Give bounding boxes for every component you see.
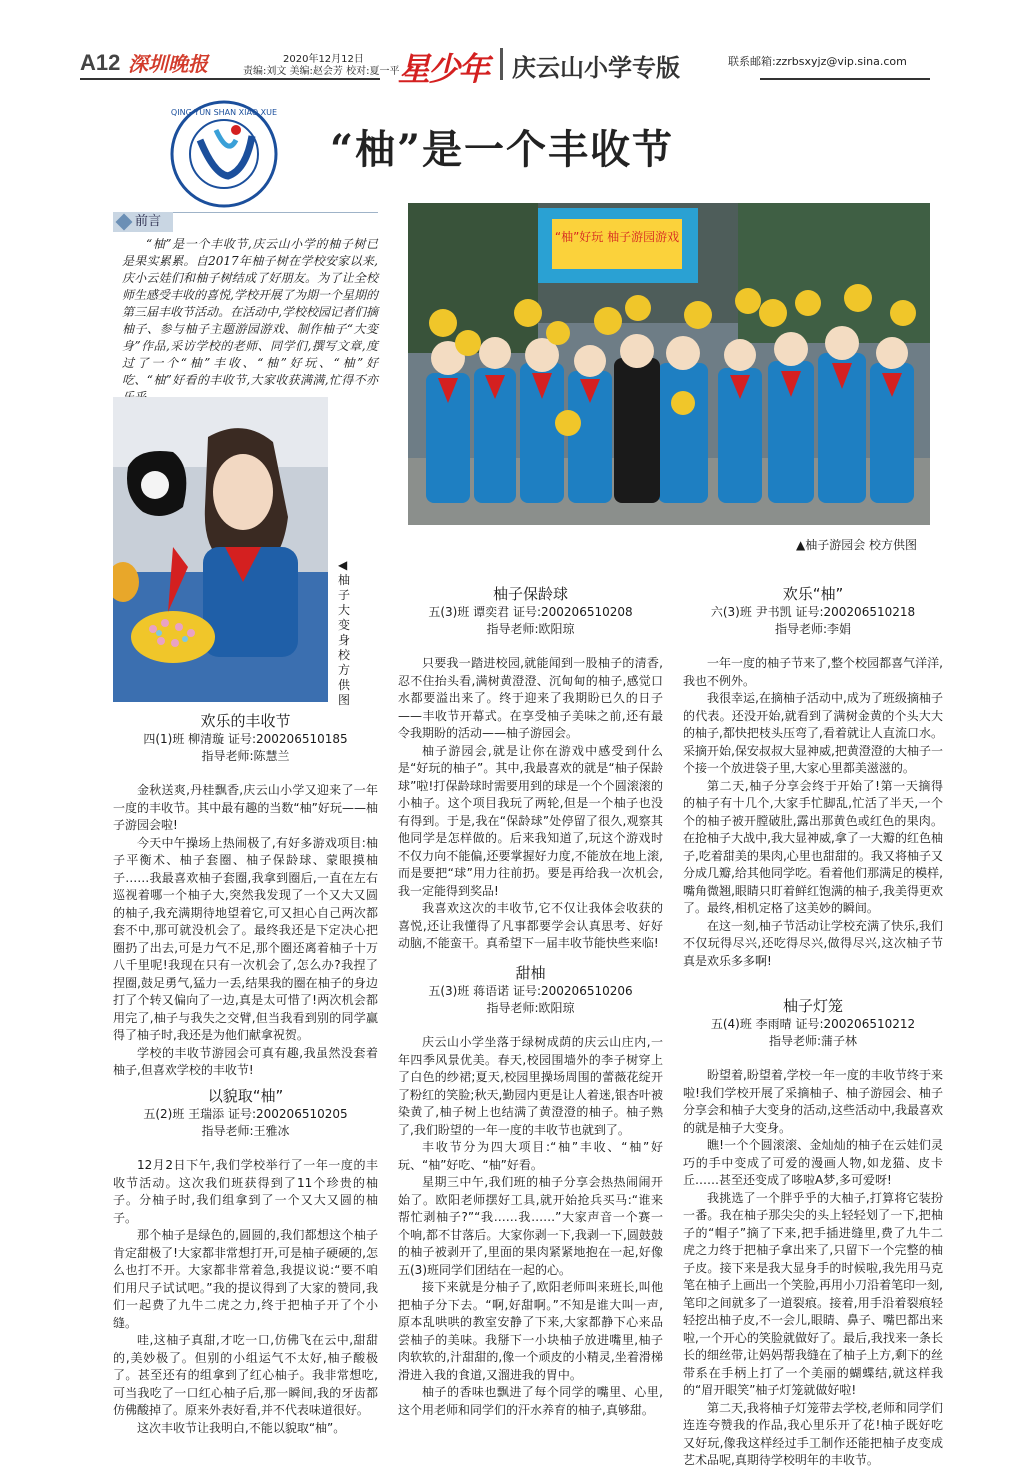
article-pomelo-lantern xyxy=(683,995,943,1470)
article-paragraph: 第二天,柚子分享会终于开始了!第一天摘得的柚子有十几个,大家手忙脚乱,忙活了半天,一个个的柚子被开膛破肚,露出那黄色或红色的果肉。在抢柚子大战中,我大显神威,拿了一大瓣的红色柚子,吃着甜美的果肉,心里也甜甜的。我又将柚子又分成几瓣,给其他同学吃。看着他们那满足的模样,嘴角微翘,眼睛只盯着鲜红饱满的柚子,我美得更欢了。最终,相机定格了这美妙的瞬间。 xyxy=(683,778,943,915)
article-byline: 五(2)班 王瑞添 证号:200206510205 xyxy=(143,1107,348,1121)
article-pomelo-bowling xyxy=(398,583,663,953)
photo-caption-pomelo-fair: ▲柚子游园会 校方供图 xyxy=(796,538,918,552)
article-paragraph: 瞧!一个个圆滚滚、金灿灿的柚子在云娃们灵巧的手中变成了可爱的漫画人物,如龙猫、皮卡丘……甚至还变成了哆啦A梦,多可爱呀! xyxy=(683,1138,943,1187)
page-number: A12 xyxy=(80,50,121,75)
article-title: 甜柚 xyxy=(515,964,546,982)
article-paragraph: 金秋送爽,丹桂飘香,庆云山小学又迎来了一年一度的丰收节。其中最有趣的当数“柚”好玩——柚子游园会啦! xyxy=(113,783,378,832)
headline: “柚”是一个丰收节 xyxy=(330,126,675,173)
article-paragraph: 第二天,我将柚子灯笼带去学校,老师和同学们连连夸赞我的作品,我心里乐开了花!柚子既好吃又好玩,像我这样经过手工制作还能把柚子皮变成艺术品呢,真期待学校明年的丰收节。 xyxy=(683,1400,943,1467)
paper-name: 深圳晚报 xyxy=(128,52,208,76)
article-paragraph: 柚子游园会,就是让你在游戏中感受到什么是“好玩的柚子”。其中,我最喜欢的就是“柚子保龄球”啦!打保龄球时需要用到的球是一个个圆滚滚的小柚子。这个项目我玩了两轮,但是一个柚子也没有得到。于是,我在“保龄球”处停留了很久,观察其他同学是怎样做的。后来我知道了,玩这个游戏时不仅力向不能偏,还要掌握好力度,不能放在地上滚,而是要把“球”用力往前扔。要是再给我一次机会,我一定能得到奖品! xyxy=(398,743,663,898)
article-byline: 六(3)班 尹书凯 证号:200206510218 xyxy=(710,605,916,619)
issue-date: 2020年12月12日 xyxy=(283,54,364,65)
article-paragraph: 12月2日下午,我们学校举行了一年一度的丰收节活动。这次我们班获得到了11个珍贵的柚子。分柚子时,我们组拿到了一个又大又圆的柚子。 xyxy=(113,1158,378,1225)
article-sweet-pomelo xyxy=(398,962,663,1419)
article-title: 以貌取“柚” xyxy=(207,1087,284,1105)
article-paragraph: 庆云山小学坐落于绿树成荫的庆云山庄内,一年四季风景优美。春天,校园围墙外的李子树穿上了白色的纱裙;夏天,校园里操场周围的蕾薇花绽开了粉红的笑脸;秋天,勤园内更是让人着迷,银杏叶被染黄了,柚子树上也结满了黄澄澄的柚子。柚子熟了,我们盼望的一年一度的丰收节也就到了。 xyxy=(398,1035,663,1137)
banner-text: “柚”好玩 柚子游园游戏 xyxy=(554,230,680,244)
article-teacher: 指导老师:陈慧兰 xyxy=(201,749,290,763)
article-teacher: 指导老师:欧阳琼 xyxy=(486,1001,575,1015)
section-title: 庆云山小学专版 xyxy=(512,54,680,82)
article-paragraph: 接下来就是分柚子了,欧阳老师叫来班长,叫他把柚子分下去。“啊,好甜啊。”不知是谁大叫一声,原本乱哄哄的教室安静了下来,大家都静下心来品尝柚子的美味。我掰下一小块柚子放进嘴里,柚子肉软软的,汁甜甜的,像一个顽皮的小精灵,坐着滑梯滑进入我的食道,又溜进我的胃中。 xyxy=(398,1280,663,1382)
article-byline: 五(3)班 谭奕君 证号:200206510208 xyxy=(428,605,633,619)
contact-email: 联系邮箱:zzrbsxyjz@vip.sina.com xyxy=(728,55,907,68)
article-paragraph: 星期三中午,我们班的柚子分享会热热闹闹开始了。欧阳老师摆好工具,就开始抢兵买马:“谁来帮忙剥柚子?”“我……我……”大家声音一个赛一个响,都不甘落后。大家你剥一下,我剥一下,圆鼓鼓的柚子被剥开了,里面的果肉紧紧地抱在一起,好像五(3)班同学们团结在一起的心。 xyxy=(398,1175,663,1277)
logo-ring-text: QING YUN SHAN XIAO XUE xyxy=(170,108,278,117)
photo-pomelo-fair xyxy=(408,203,930,525)
photo-pomelo-makeover xyxy=(113,397,328,702)
article-paragraph: 今天中午操场上热闹极了,有好多游戏项目:柚子平衡术、柚子套圈、柚子保龄球、蒙眼摸柚子……我最喜欢柚子套圈,我拿到圈后,一直在左右巡视着哪一个柚子大,突然我发现了一个又大又圆的柚子,我充满期待地望着它,可又担心自己两次都套不中,那可就没机会了。最终我还是下定决心把圈扔了出去,可是力气不足,那个圈还离着柚子十万八千里呢!我现在只有一次机会了,怎么办?我捏了捏圈,鼓足勇气,猛力一丢,结果我的圈在柚子的身边打了个转又偏向了一边,真是太可惜了!两次机会都用完了,柚子与我失之交臂,但当我看到别的同学赢得了柚子时,我还是为他们献拿祝贺。 xyxy=(113,835,378,1042)
article-teacher: 指导老师:李娟 xyxy=(774,622,852,636)
article-title: 柚子灯笼 xyxy=(782,997,843,1015)
article-paragraph: 我很幸运,在摘柚子活动中,成为了班级摘柚子的代表。还没开始,就看到了满树金黄的个头大大的柚子,都快把枝头压弯了,看着就让人直流口水。采摘开始,保安叔叔大显神威,把黄澄澄的大柚子一个接一个放进袋子里,大家心里都美滋滋的。 xyxy=(683,691,943,775)
article-judge-by-looks xyxy=(113,1085,378,1437)
header-rule-right xyxy=(760,78,930,80)
brand-divider xyxy=(500,48,503,80)
article-byline: 五(3)班 蒋语诺 证号:200206510206 xyxy=(428,984,633,998)
article-paragraph: 在这一刻,柚子节活动让学校充满了快乐,我们不仅玩得尽兴,还吃得尽兴,做得尽兴,这次柚子节真是欢乐多多啊! xyxy=(683,918,943,968)
article-title: 欢乐“柚” xyxy=(782,585,844,603)
article-teacher: 指导老师:蒲子林 xyxy=(768,1034,858,1048)
article-paragraph: 柚子的香味也飘进了每个同学的嘴里、心里,这个用老师和同学们的汗水养育的柚子,真够甜。 xyxy=(398,1385,663,1417)
article-happy-pomelo xyxy=(683,583,943,970)
photo-caption-pomelo-makeover: ◀柚子大变身 校方供图 xyxy=(338,558,351,707)
article-title: 欢乐的丰收节 xyxy=(200,712,291,730)
article-teacher: 指导老师:王雅冰 xyxy=(201,1124,290,1138)
article-paragraph: 那个柚子是绿色的,圆圆的,我们都想这个柚子肯定甜极了!大家都非常想打开,可是柚子硬硬的,怎么也打不开。大家都非常着急,我提议说:“要不咱们用尺子试试吧。”我的提议得到了大家的赞同,我们一起费了九牛二虎之力,终于把柚子开了个小缝。 xyxy=(113,1228,378,1330)
editorial-staff: 责编:刘文 美编:赵会芳 校对:夏一平 xyxy=(243,66,400,77)
header-rule xyxy=(80,78,380,80)
article-paragraph: 哇,这柚子真甜,才吃一口,仿佛飞在云中,甜甜的,美妙极了。但别的小组运气不太好,柚子酸极了。甚至还有的组拿到了红心柚子。我非常想吃,可当我吃了一口红心柚子后,那一瞬间,我的牙齿都仿佛酸掉了。原来外表好看,并不代表味道很好。 xyxy=(113,1333,378,1417)
article-paragraph: 这次丰收节让我明白,不能以貌取“柚”。 xyxy=(137,1420,346,1435)
article-paragraph: 我挑选了一个胖乎乎的大柚子,打算将它装扮一番。我在柚子那尖尖的头上轻轻划了一下,把柚子的“帽子”摘了下来,把手插进缝里,费了九牛二虎之力终于把柚子拿出来了,只留下一个完整的柚子皮。接下来是我大显身手的时候啦,我先用马克笔在柚子上画出一个笑脸,再用小刀沿着笔印一刻,笔印之间就多了一道裂痕。接着,用手沿着裂痕轻轻挖出柚子皮,不一会儿,眼睛、鼻子、嘴巴都出来啦,一个开心的笑脸就做好了。最后,我找来一条长长的细丝带,让妈妈帮我缝在了柚子上方,剩下的丝带系在手柄上打了一个美丽的蝴蝶结,就这样我的“眉开眼笑”柚子灯笼就做好啦! xyxy=(683,1190,943,1397)
article-title: 柚子保龄球 xyxy=(492,585,568,603)
article-byline: 四(1)班 柳清璇 证号:200206510185 xyxy=(143,732,348,746)
article-teacher: 指导老师:欧阳琼 xyxy=(486,622,575,636)
lead-tag: 前言 xyxy=(113,212,173,232)
lead-text: “柚”是一个丰收节,庆云山小学的柚子树已是果实累累。自2017年柚子树在学校安家以来,庆小云娃们和柚子树结成了好朋友。为了让全校师生感受丰收的喜悦,学校开展了为期一个星期的第三届丰收节活动。在活动中,学校校园记者们摘柚子、参与柚子主题游园游戏、制作柚子“大变身”作品,采访学校的老师、同学们,撰写文章,度过了一个“柚”丰收、“柚”好玩、“柚”好吃、“柚”好看的丰收节,大家收获满满,忙得不亦 xyxy=(122,237,378,387)
article-happy-harvest xyxy=(113,710,378,1080)
school-logo-icon xyxy=(170,100,278,208)
article-paragraph: 我喜欢这次的丰收节,它不仅让我体会收获的喜悦,还让我懂得了凡事都要学会认真思考、好好动脑,不能蛮干。真希望下一届丰收节能快些来临! xyxy=(398,901,663,950)
brand-logo-text: 星少年 xyxy=(398,50,489,88)
article-paragraph: 盼望着,盼望着,学校一年一度的丰收节终于来啦!我们学校开展了采摘柚子、柚子游园会、柚子分享会和柚子大变身的活动,这些活动中,我最喜欢的就是柚子大变身。 xyxy=(683,1068,943,1135)
article-byline: 五(4)班 李雨晴 证号:200206510212 xyxy=(710,1017,916,1031)
article-paragraph: 学校的丰收节游园会可真有趣,我虽然没套着柚子,但喜欢学校的丰收节! xyxy=(113,1045,378,1077)
article-paragraph: 只要我一踏进校园,就能闻到一股柚子的清香,忍不住抬头看,满树黄澄澄、沉甸甸的柚子,感觉口水都要溢出来了。终于迎来了我期盼已久的日子——丰收节开幕式。在享受柚子美味之前,还有最令我期盼的活动——柚子游园会。 xyxy=(398,656,663,740)
article-paragraph: 丰收节分为四大项目:“柚”丰收、“柚”好玩、“柚”好吃、“柚”好看。 xyxy=(398,1140,663,1172)
article-paragraph: 一年一度的柚子节来了,整个校园都喜气洋洋,我也不例外。 xyxy=(683,656,943,688)
